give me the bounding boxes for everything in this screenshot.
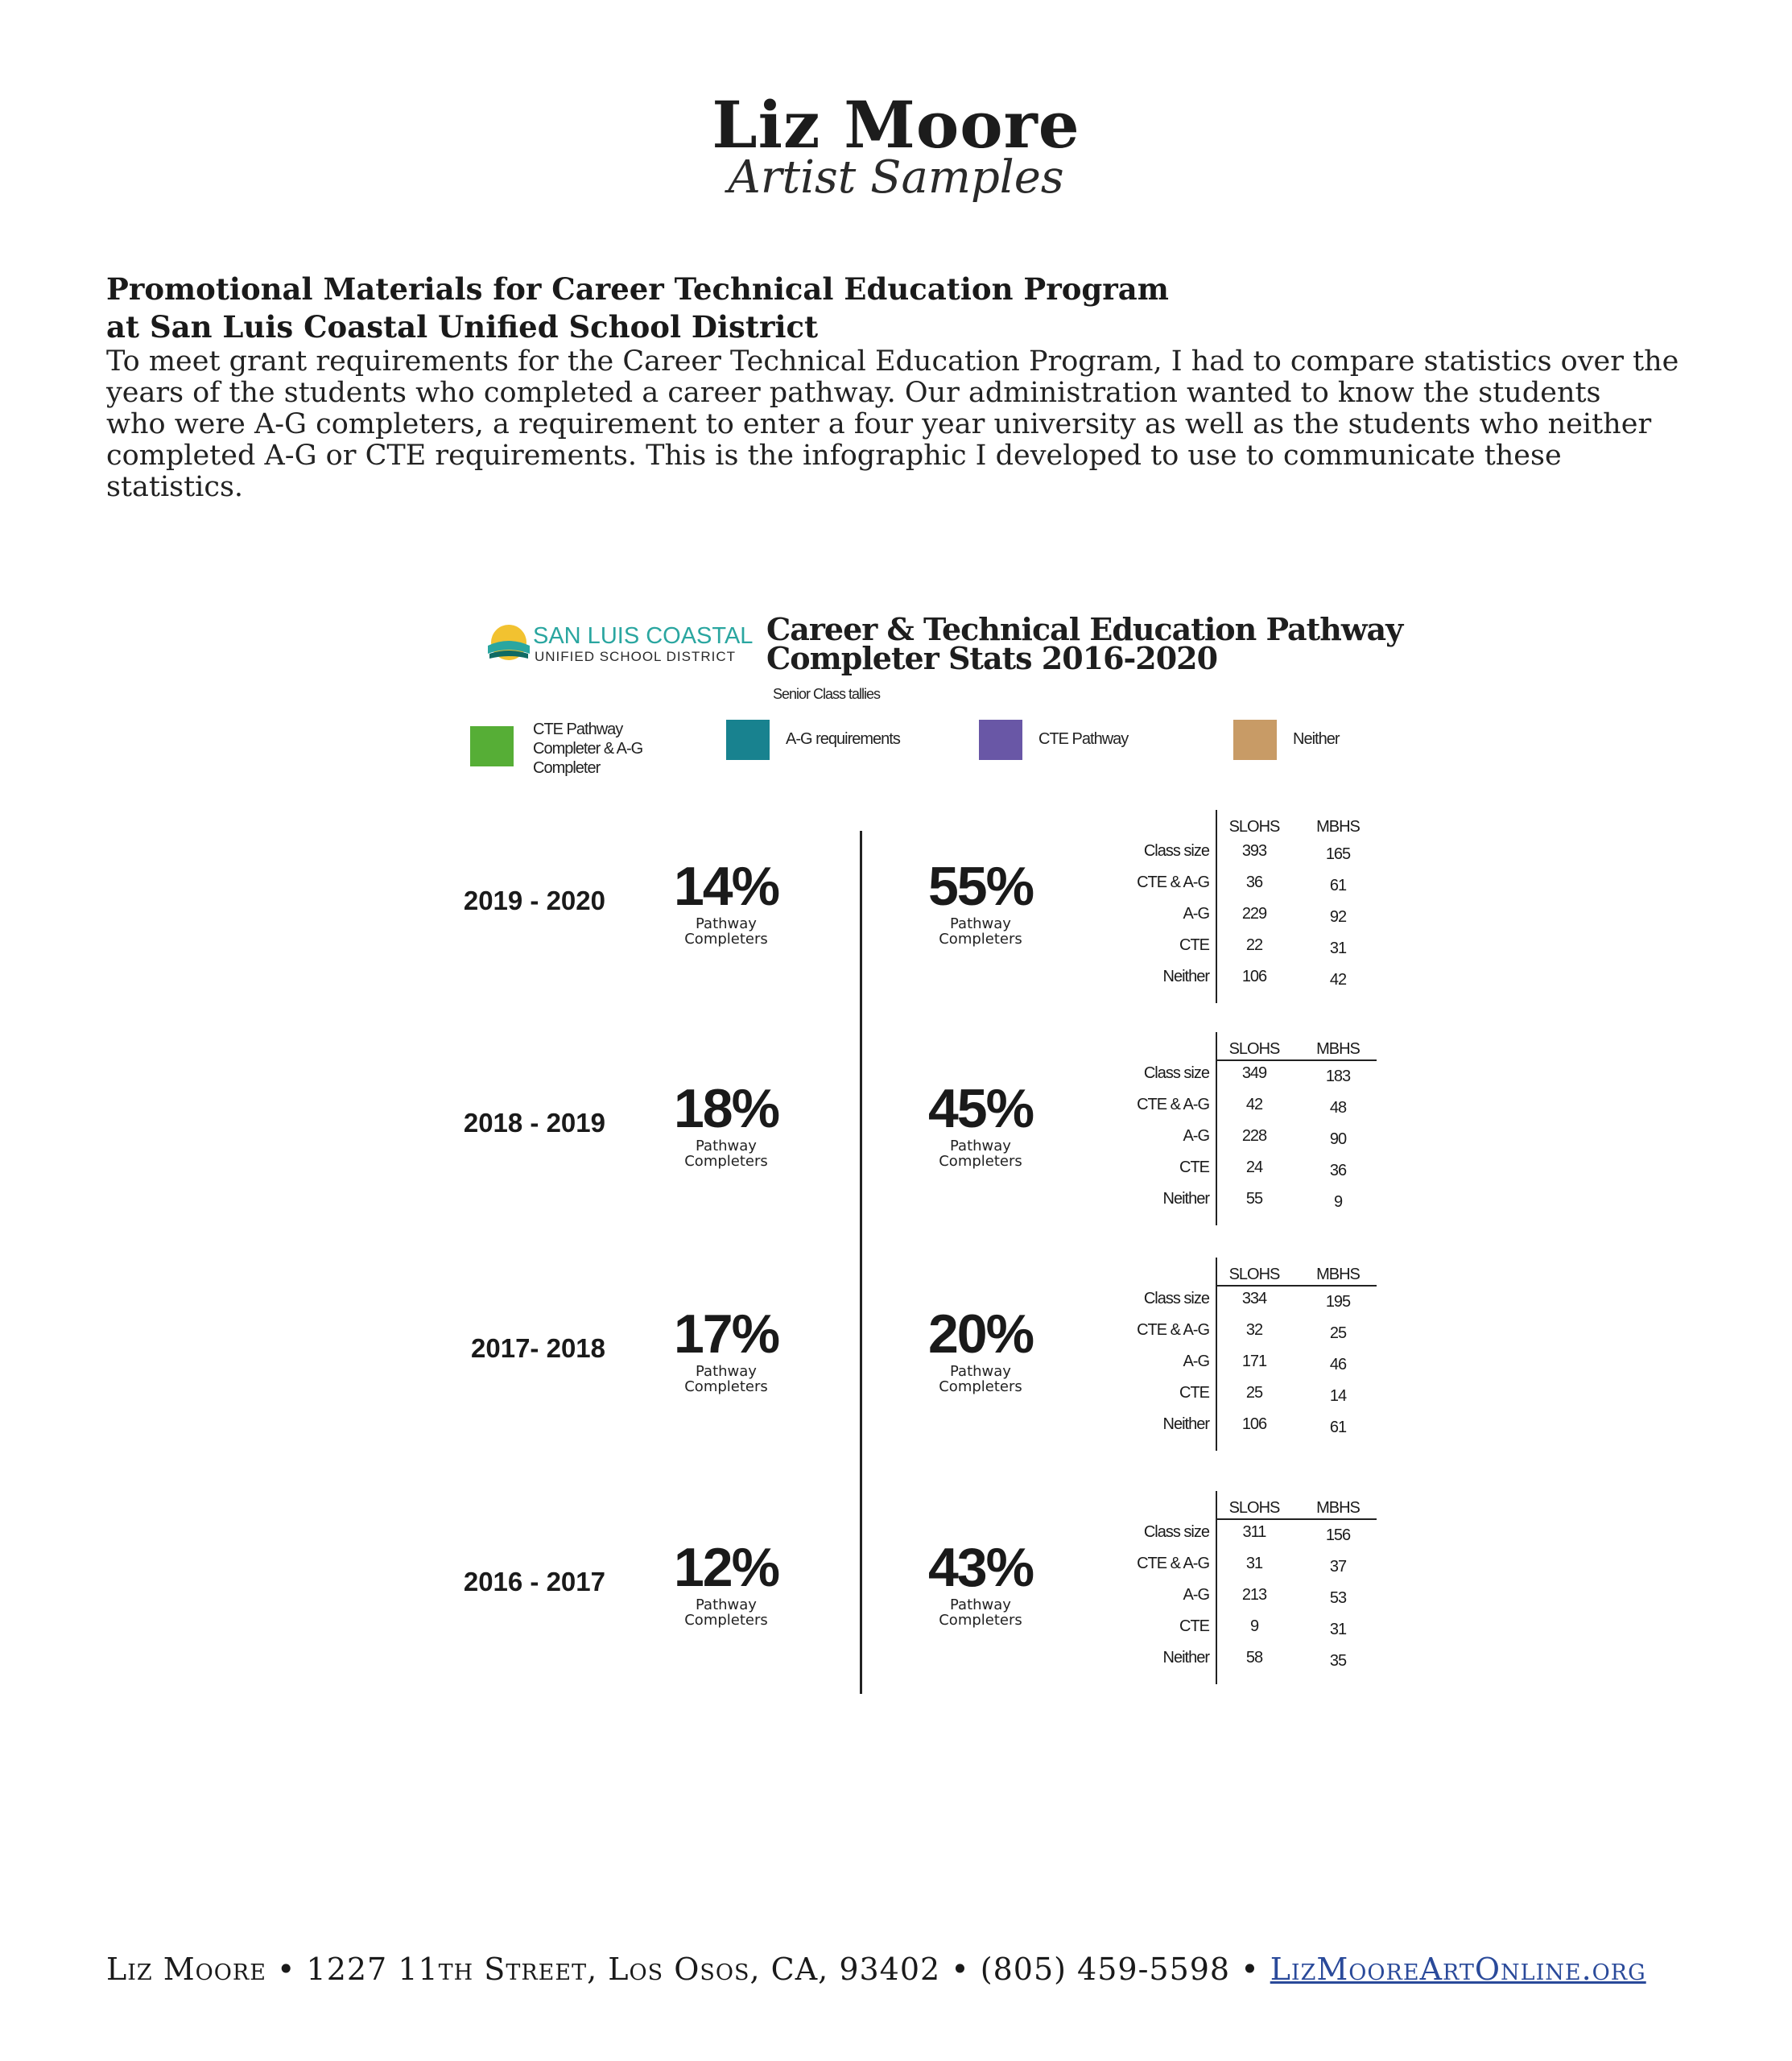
- pathway-label-line: Pathway: [696, 1596, 757, 1613]
- table-cell-slohs: 349: [1241, 1064, 1267, 1082]
- body-line: who were A-G completers, a requirement to enter a four year university as well as the students who neither: [106, 408, 1652, 440]
- legend-label-cte: CTE Pathway: [1038, 730, 1129, 748]
- table-header-rule: [1216, 1285, 1377, 1287]
- table-row-label: Class size: [1143, 1523, 1209, 1541]
- table-divider: [1216, 810, 1217, 1003]
- donut-chart-slohs: [621, 1040, 831, 1233]
- table-cell-mbhs: 36: [1329, 1162, 1347, 1179]
- legend-line: Completer: [533, 759, 601, 777]
- legend-label-ag: A-G requirements: [786, 730, 900, 748]
- table-cell-slohs: 213: [1241, 1586, 1267, 1604]
- table-cell-mbhs: 37: [1329, 1558, 1347, 1576]
- pathway-label-line: Pathway: [950, 1596, 1011, 1613]
- table-row-label: CTE & A-G: [1137, 1096, 1209, 1113]
- table-cell-slohs: 22: [1245, 936, 1263, 954]
- table-cell-slohs: 171: [1241, 1353, 1267, 1370]
- pathway-label: [621, 1138, 831, 1169]
- pathway-label-line: Pathway: [696, 1363, 757, 1380]
- table-row-label: A-G: [1183, 1353, 1209, 1370]
- table-header-slohs: SLOHS: [1228, 1040, 1280, 1058]
- table-row-label: Neither: [1162, 1415, 1209, 1433]
- pathway-label-line: Pathway: [696, 1138, 757, 1154]
- table-cell-slohs: 55: [1245, 1190, 1263, 1208]
- table-cell-slohs: 31: [1245, 1555, 1263, 1572]
- donut-chart-mbhs: [876, 1266, 1085, 1459]
- table-cell-slohs: 32: [1245, 1321, 1263, 1339]
- table-cell-slohs: 24: [1245, 1159, 1263, 1176]
- donut-chart-mbhs: [876, 818, 1085, 1011]
- pathway-label: [876, 1364, 1085, 1394]
- pathway-label-line: Pathway: [950, 1363, 1011, 1380]
- page-subtitle: Artist Samples: [728, 151, 1064, 204]
- table-header-mbhs: MBHS: [1316, 1499, 1360, 1517]
- table-cell-slohs: 106: [1241, 1415, 1267, 1433]
- pathway-label: [876, 916, 1085, 947]
- pathway-label-line: Completers: [939, 931, 1022, 948]
- table-cell-mbhs: 53: [1329, 1589, 1347, 1607]
- pathway-label-line: Pathway: [950, 915, 1011, 932]
- donut-chart-slohs: [621, 1499, 831, 1692]
- table-header-mbhs: MBHS: [1316, 818, 1360, 836]
- divider-line: [860, 831, 862, 1694]
- pathway-percent: 55%: [927, 856, 1034, 917]
- table-cell-slohs: 311: [1242, 1523, 1266, 1541]
- table-cell-mbhs: 9: [1333, 1193, 1343, 1211]
- donut-chart-mbhs: [876, 1499, 1085, 1692]
- legend-line: CTE Pathway: [533, 721, 623, 738]
- artist-name: Liz Moore: [712, 87, 1080, 163]
- year-label: 2016 - 2017: [463, 1567, 605, 1596]
- table-divider: [1216, 1491, 1217, 1684]
- table-row-label: Class size: [1143, 842, 1209, 860]
- body-line: statistics.: [106, 471, 244, 503]
- table-cell-mbhs: 14: [1329, 1387, 1347, 1405]
- infographic-title-line: Completer Stats 2016-2020: [766, 640, 1218, 676]
- table-row-label: Neither: [1162, 968, 1209, 985]
- table-header-slohs: SLOHS: [1228, 1499, 1280, 1517]
- table-header-mbhs: MBHS: [1316, 1266, 1360, 1283]
- pathway-percent: 18%: [673, 1078, 779, 1139]
- table-cell-mbhs: 61: [1329, 877, 1347, 894]
- pathway-label-line: Pathway: [696, 915, 757, 932]
- section-title-line: at San Luis Coastal Unified School District: [106, 309, 819, 345]
- table-cell-mbhs: 42: [1329, 971, 1347, 989]
- table-cell-slohs: 228: [1241, 1127, 1267, 1145]
- year-label: 2017- 2018: [471, 1333, 605, 1363]
- pathway-label: [876, 1138, 1085, 1169]
- donut-chart-slohs: [621, 1266, 831, 1459]
- table-row-label: CTE: [1179, 1159, 1209, 1176]
- table-cell-mbhs: 90: [1329, 1130, 1347, 1148]
- table-row-label: A-G: [1183, 1127, 1209, 1145]
- table-header-rule: [1216, 1059, 1377, 1061]
- table-cell-slohs: 25: [1245, 1384, 1263, 1402]
- body-line: completed A-G or CTE requirements. This is the infographic I developed to use to communicate these: [106, 440, 1562, 472]
- table-row-label: CTE & A-G: [1137, 1321, 1209, 1339]
- table-cell-mbhs: 25: [1329, 1324, 1347, 1342]
- table-row-label: A-G: [1183, 905, 1209, 923]
- pathway-percent: 14%: [673, 856, 779, 917]
- table-divider: [1216, 1032, 1217, 1225]
- table-row-label: A-G: [1183, 1586, 1209, 1604]
- pathway-label: [876, 1597, 1085, 1628]
- table-cell-slohs: 334: [1241, 1290, 1267, 1307]
- pathway-label-line: Pathway: [950, 1138, 1011, 1154]
- district-logo-icon: [486, 622, 531, 670]
- table-cell-mbhs: 92: [1329, 908, 1347, 926]
- table-cell-slohs: 229: [1241, 905, 1267, 923]
- table-header-rule: [1216, 1518, 1377, 1520]
- pathway-label-line: Completers: [684, 931, 768, 948]
- pathway-percent: 20%: [927, 1303, 1034, 1365]
- table-cell-mbhs: 35: [1329, 1652, 1347, 1670]
- year-label: 2018 - 2019: [463, 1108, 605, 1138]
- pathway-label-line: Completers: [684, 1153, 768, 1170]
- pathway-label-line: Completers: [939, 1612, 1022, 1629]
- website-link[interactable]: LizMooreArtOnline.org: [1270, 1952, 1646, 1987]
- table-row-label: Neither: [1162, 1190, 1209, 1208]
- table-cell-slohs: 36: [1245, 874, 1263, 891]
- body-line: To meet grant requirements for the Career Technical Education Program, I had to compare statistics over the: [106, 345, 1679, 378]
- pathway-label: [621, 916, 831, 947]
- table-header-mbhs: MBHS: [1316, 1040, 1360, 1058]
- donut-chart-slohs: [621, 818, 831, 1011]
- legend-label-cte-ag: [533, 720, 642, 778]
- body-line: years of the students who completed a career pathway. Our administration wanted to know the students: [106, 377, 1601, 409]
- section-body: [106, 346, 1684, 503]
- table-row-label: Class size: [1143, 1290, 1209, 1307]
- pathway-label: [621, 1597, 831, 1628]
- legend-swatch-cte-ag: [470, 726, 514, 766]
- table-row-label: CTE & A-G: [1137, 874, 1209, 891]
- table-cell-mbhs: 156: [1325, 1526, 1351, 1544]
- pathway-label-line: Completers: [684, 1378, 768, 1395]
- legend-swatch-cte: [979, 720, 1022, 760]
- table-cell-mbhs: 46: [1329, 1356, 1347, 1373]
- stats-table: [1127, 1491, 1393, 1684]
- pathway-label-line: Completers: [684, 1612, 768, 1629]
- table-cell-mbhs: 61: [1329, 1419, 1347, 1436]
- table-divider: [1216, 1258, 1217, 1451]
- table-cell-mbhs: 31: [1329, 1621, 1347, 1638]
- table-cell-mbhs: 183: [1325, 1068, 1351, 1085]
- section-title-line: Promotional Materials for Career Technical Education Program: [106, 271, 1169, 307]
- stats-table: [1127, 1258, 1393, 1451]
- pathway-label: [621, 1364, 831, 1394]
- table-cell-mbhs: 48: [1329, 1099, 1347, 1117]
- table-row-label: CTE & A-G: [1137, 1555, 1209, 1572]
- table-cell-slohs: 9: [1249, 1617, 1259, 1635]
- table-row-label: Neither: [1162, 1649, 1209, 1667]
- logo-text: SAN LUIS COASTAL: [533, 623, 754, 649]
- section-title: [106, 271, 1636, 346]
- table-cell-slohs: 42: [1245, 1096, 1263, 1113]
- year-label: 2019 - 2020: [463, 886, 605, 915]
- table-cell-slohs: 393: [1241, 842, 1267, 860]
- table-cell-mbhs: 195: [1325, 1293, 1351, 1311]
- pathway-percent: 45%: [927, 1078, 1034, 1139]
- table-header-slohs: SLOHS: [1228, 1266, 1280, 1283]
- table-cell-slohs: 58: [1245, 1649, 1263, 1667]
- legend-line: Completer & A-G: [533, 740, 643, 758]
- donut-chart-mbhs: [876, 1040, 1085, 1233]
- pathway-percent: 17%: [673, 1303, 779, 1365]
- stats-table: [1127, 810, 1393, 1003]
- contact-text: Liz Moore • 1227 11th Street, Los Osos, CA, 93402 • (805) 459-5598 •: [106, 1952, 1270, 1987]
- pathway-label-line: Completers: [939, 1153, 1022, 1170]
- infographic-title-line: Career & Technical Education Pathway: [766, 611, 1403, 647]
- table-row-label: CTE: [1179, 1384, 1209, 1402]
- contact-footer: [106, 1952, 1646, 1987]
- pathway-percent: 12%: [673, 1537, 779, 1598]
- table-row-label: CTE: [1179, 1617, 1209, 1635]
- legend-label-neither: Neither: [1293, 730, 1340, 748]
- table-row-label: CTE: [1179, 936, 1209, 954]
- pathway-label-line: Completers: [939, 1378, 1022, 1395]
- logo-subtext: UNIFIED SCHOOL DISTRICT: [535, 649, 736, 664]
- table-cell-mbhs: 31: [1329, 940, 1347, 957]
- pathway-percent: 43%: [927, 1537, 1034, 1598]
- table-header-slohs: SLOHS: [1228, 818, 1280, 836]
- legend-swatch-ag: [726, 720, 770, 760]
- infographic-title: [766, 611, 1403, 676]
- stats-table: [1127, 1032, 1393, 1225]
- infographic-subtitle: Senior Class tallies: [773, 686, 881, 702]
- table-row-label: Class size: [1143, 1064, 1209, 1082]
- legend-swatch-neither: [1233, 720, 1277, 760]
- table-cell-slohs: 106: [1241, 968, 1267, 985]
- table-cell-mbhs: 165: [1325, 845, 1351, 863]
